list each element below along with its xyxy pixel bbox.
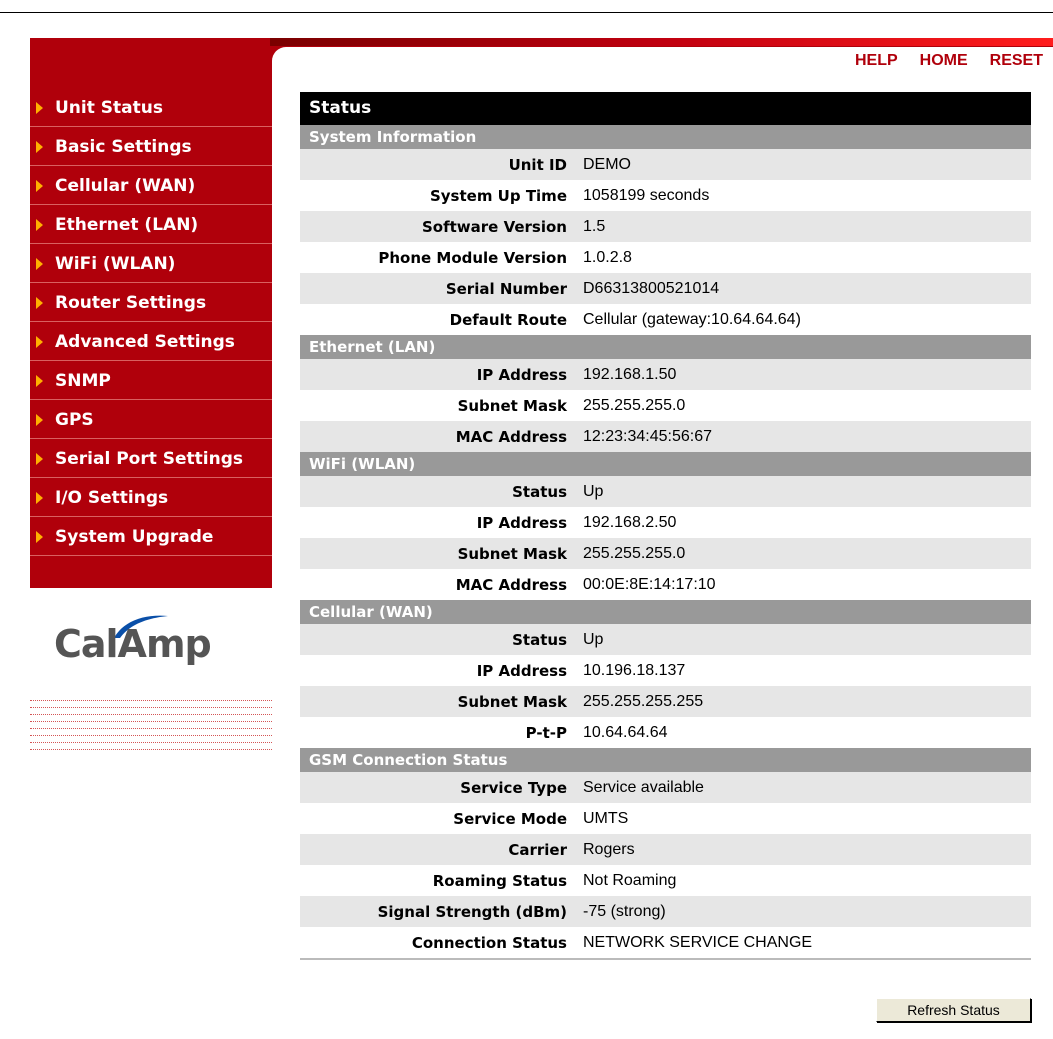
field-label: Connection Status <box>411 933 567 952</box>
table-row <box>300 569 1031 600</box>
arrow-right-icon <box>36 375 43 387</box>
arrow-right-icon <box>36 258 43 270</box>
reset-link[interactable]: RESET <box>989 52 1043 69</box>
field-label: MAC Address <box>455 575 567 594</box>
sidebar-item-wifi-wlan[interactable] <box>30 246 272 283</box>
sidebar-item-i-o-settings[interactable] <box>30 480 272 517</box>
sidebar-item-label: WiFi (WLAN) <box>55 254 176 274</box>
sidebar-item-label: I/O Settings <box>55 488 169 508</box>
dotline <box>30 721 272 726</box>
arrow-right-icon <box>36 531 43 543</box>
field-label: Service Type <box>460 778 567 797</box>
dotline <box>30 742 272 747</box>
field-value: Up <box>583 482 604 500</box>
logo-text: CalAmp <box>54 622 211 666</box>
field-value: -75 (strong) <box>583 902 666 920</box>
field-label: Roaming Status <box>432 871 567 890</box>
table-row <box>300 180 1031 211</box>
section-header: Cellular (WAN) <box>300 600 1031 624</box>
home-link[interactable]: HOME <box>919 52 968 69</box>
dotline <box>30 735 272 740</box>
table-row <box>300 507 1031 538</box>
field-value: 1.0.2.8 <box>583 248 632 266</box>
field-label: Default Route <box>449 310 567 329</box>
dotline <box>30 714 272 719</box>
sidebar-item-router-settings[interactable] <box>30 285 272 322</box>
table-row <box>300 390 1031 421</box>
dotline <box>30 749 272 754</box>
arrow-right-icon <box>36 297 43 309</box>
field-value: D66313800521014 <box>583 279 720 297</box>
field-value: 255.255.255.0 <box>583 544 686 562</box>
field-label: Signal Strength (dBm) <box>377 902 567 921</box>
field-value: 255.255.255.0 <box>583 396 686 414</box>
sidebar-item-label: Advanced Settings <box>55 332 235 352</box>
sidebar-item-advanced-settings[interactable] <box>30 324 272 361</box>
field-value: 00:0E:8E:14:17:10 <box>583 575 716 593</box>
sidebar-item-snmp[interactable] <box>30 363 272 400</box>
table-row <box>300 655 1031 686</box>
arrow-right-icon <box>36 414 43 426</box>
field-value: 192.168.1.50 <box>583 365 677 383</box>
page-title: Status <box>300 92 1031 125</box>
field-label: Serial Number <box>445 279 567 298</box>
field-value: 192.168.2.50 <box>583 513 677 531</box>
section-header: GSM Connection Status <box>300 748 1031 772</box>
arrow-right-icon <box>36 492 43 504</box>
sidebar-item-label: Unit Status <box>55 98 163 118</box>
dotline <box>30 707 272 712</box>
field-value: Service available <box>583 778 704 796</box>
field-value: 1.5 <box>583 217 606 235</box>
sidebar-item-unit-status[interactable] <box>30 90 272 127</box>
header-gradient <box>270 38 1053 46</box>
dotline <box>30 728 272 733</box>
arrow-right-icon <box>36 102 43 114</box>
field-value: Not Roaming <box>583 871 677 889</box>
field-label: Service Mode <box>453 809 567 828</box>
section-header: System Information <box>300 125 1031 149</box>
table-row <box>300 865 1031 896</box>
field-value: DEMO <box>583 155 631 173</box>
table-row <box>300 538 1031 569</box>
arrow-right-icon <box>36 453 43 465</box>
sidebar-item-label: Cellular (WAN) <box>55 176 196 196</box>
arrow-right-icon <box>36 336 43 348</box>
top-rule <box>0 12 1053 13</box>
refresh-status-button[interactable]: Refresh Status <box>876 998 1031 1022</box>
help-link[interactable]: HELP <box>854 52 898 69</box>
sidebar-item-label: Basic Settings <box>55 137 192 157</box>
sidebar-item-system-upgrade[interactable] <box>30 519 272 556</box>
sidebar-item-label: Ethernet (LAN) <box>55 215 199 235</box>
table-row <box>300 242 1031 273</box>
sidebar-item-cellular-wan[interactable] <box>30 168 272 205</box>
sidebar-item-label: SNMP <box>55 371 111 391</box>
sidebar-item-serial-port-settings[interactable] <box>30 441 272 478</box>
field-value: Cellular (gateway:10.64.64.64) <box>583 310 801 328</box>
field-label: IP Address <box>476 365 567 384</box>
table-row <box>300 686 1031 717</box>
sidebar-item-label: GPS <box>55 410 94 430</box>
sidebar-item-ethernet-lan[interactable] <box>30 207 272 244</box>
calamp-logo <box>54 612 244 672</box>
table-row <box>300 304 1031 335</box>
sidebar-item-label: Serial Port Settings <box>55 449 244 469</box>
field-label: Status <box>512 482 567 501</box>
sidebar-item-gps[interactable] <box>30 402 272 439</box>
field-label: IP Address <box>476 661 567 680</box>
field-label: Subnet Mask <box>457 692 567 711</box>
section-header: Ethernet (LAN) <box>300 335 1031 359</box>
field-value: NETWORK SERVICE CHANGE <box>583 933 813 951</box>
arrow-right-icon <box>36 141 43 153</box>
sidebar-item-label: System Upgrade <box>55 527 214 547</box>
table-row <box>300 772 1031 803</box>
table-row <box>300 624 1031 655</box>
status-panel <box>300 92 1031 960</box>
section-header: WiFi (WLAN) <box>300 452 1031 476</box>
table-row <box>300 896 1031 927</box>
sidebar <box>30 88 272 588</box>
field-value: UMTS <box>583 809 629 827</box>
table-row <box>300 273 1031 304</box>
field-label: IP Address <box>476 513 567 532</box>
field-value: 255.255.255.255 <box>583 692 704 710</box>
table-row <box>300 359 1031 390</box>
field-value: Rogers <box>583 840 635 858</box>
decorative-dotlines <box>30 700 272 756</box>
field-value: 1058199 seconds <box>583 186 710 204</box>
table-row <box>300 211 1031 242</box>
dotline <box>30 700 272 705</box>
sidebar-menu <box>30 90 272 558</box>
table-row <box>300 421 1031 452</box>
field-value: 12:23:34:45:56:67 <box>583 427 713 445</box>
field-value: Up <box>583 630 604 648</box>
status-sections <box>300 125 1031 958</box>
arrow-right-icon <box>36 219 43 231</box>
field-label: MAC Address <box>455 427 567 446</box>
field-value: 10.64.64.64 <box>583 723 668 741</box>
field-label: Software Version <box>422 217 567 236</box>
table-row <box>300 834 1031 865</box>
panel-bottom-rule <box>300 958 1031 960</box>
top-links <box>855 52 1043 70</box>
field-label: Carrier <box>508 840 567 859</box>
field-label: Unit ID <box>508 155 567 174</box>
field-label: P-t-P <box>525 723 567 742</box>
table-row <box>300 476 1031 507</box>
field-label: Subnet Mask <box>457 396 567 415</box>
field-label: Subnet Mask <box>457 544 567 563</box>
sidebar-item-label: Router Settings <box>55 293 207 313</box>
field-label: System Up Time <box>429 186 567 205</box>
table-row <box>300 927 1031 958</box>
table-row <box>300 803 1031 834</box>
field-label: Phone Module Version <box>378 248 567 267</box>
sidebar-item-basic-settings[interactable] <box>30 129 272 166</box>
field-value: 10.196.18.137 <box>583 661 686 679</box>
arrow-right-icon <box>36 180 43 192</box>
field-label: Status <box>512 630 567 649</box>
table-row <box>300 717 1031 748</box>
table-row <box>300 149 1031 180</box>
